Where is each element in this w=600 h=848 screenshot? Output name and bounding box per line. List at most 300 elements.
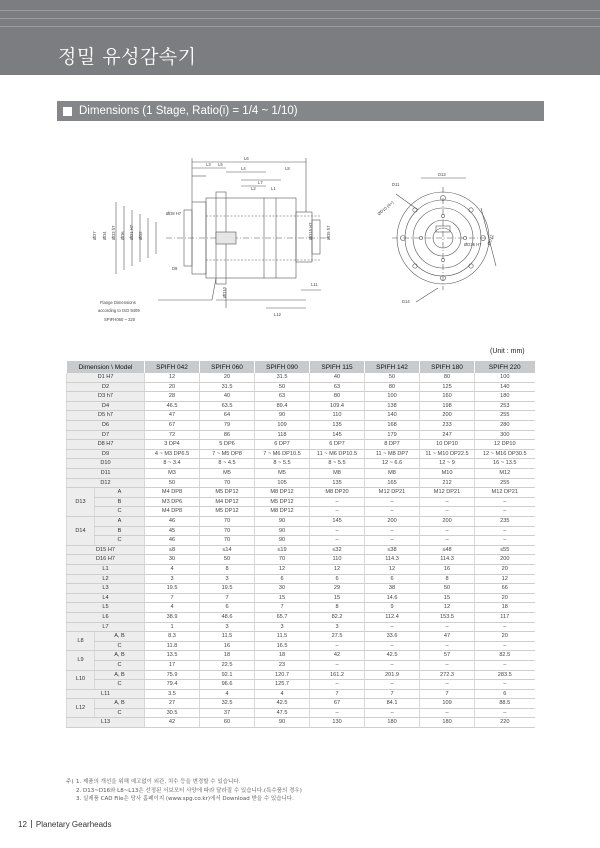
table-cell: – [420, 507, 475, 517]
table-cell: 7 [310, 689, 365, 699]
table-cell: 4 [145, 603, 200, 613]
table-cell: – [420, 497, 475, 507]
footer-text: Planetary Gearheads [35, 820, 112, 829]
table-cell: 42.5 [255, 699, 310, 709]
table-cell: 20 [145, 382, 200, 392]
column-header: SPIFH 060 [200, 361, 255, 373]
table-cell: 11 ~ M8 DP7 [365, 449, 420, 459]
table-cell: 3.5 [145, 689, 200, 699]
label-d10: ØD10 [222, 287, 227, 298]
table-cell: 47 [145, 411, 200, 421]
row-group-label: L8 [67, 632, 95, 651]
table-cell: 82.2 [310, 612, 365, 622]
label-d14: D14 [402, 299, 410, 304]
table-cell: 90 [255, 536, 310, 546]
table-cell: – [420, 641, 475, 651]
side-view [116, 158, 331, 308]
table-row [67, 449, 535, 459]
header-line [0, 18, 600, 19]
table-cell: – [420, 660, 475, 670]
table-row [67, 373, 535, 382]
table-cell: – [475, 507, 535, 517]
table-cell: 12 [255, 564, 310, 574]
table-row [67, 478, 535, 488]
table-cell: 67 [145, 421, 200, 431]
column-header: SPIFH 220 [475, 361, 535, 373]
table-cell: 5 DP6 [200, 440, 255, 450]
note-prefix: 주) [66, 779, 74, 785]
table-cell: 109 [420, 699, 475, 709]
label-l8: L8 [285, 166, 290, 171]
row-sub-label: C [95, 708, 145, 718]
table-cell: M5 DP12 [255, 497, 310, 507]
table-row [67, 584, 535, 594]
table-cell: M12 DP21 [365, 488, 420, 498]
table-cell: 66 [475, 584, 535, 594]
table-cell: 42 [145, 718, 200, 728]
row-sub-label: C [95, 660, 145, 670]
table-cell: 12 [310, 564, 365, 574]
table-cell: ≤8 [145, 545, 200, 555]
table-cell: 12 ~ 6.6 [365, 459, 420, 469]
table-cell: 114.3 [420, 555, 475, 565]
table-cell: 11 ~ M6 DP10.5 [310, 449, 365, 459]
row-sub-label: A [95, 488, 145, 498]
table-cell: 92.1 [200, 670, 255, 680]
table-row [67, 401, 535, 411]
table-cell: 17 [145, 660, 200, 670]
table-row [67, 689, 535, 699]
table-cell: – [365, 622, 420, 632]
label-d16: ØD16 H7 [464, 242, 482, 247]
table-cell: – [310, 680, 365, 690]
label-l11: L11 [311, 282, 318, 287]
label-l5: L5 [218, 162, 223, 167]
table-row [67, 382, 535, 392]
table-cell: 46.5 [145, 401, 200, 411]
table-cell: – [475, 641, 535, 651]
table-cell: 145 [310, 430, 365, 440]
column-header: SPIFH 042 [145, 361, 200, 373]
table-header-row [67, 361, 535, 373]
table-cell: 82.5 [475, 651, 535, 661]
table-cell: – [310, 526, 365, 536]
note-item [66, 795, 302, 804]
label-d2: ØD2 [138, 231, 143, 240]
table-cell: – [420, 708, 475, 718]
table-cell: 6 [365, 574, 420, 584]
row-label: D4 [67, 401, 145, 411]
table-cell: 16 [200, 641, 255, 651]
table-cell: – [310, 536, 365, 546]
table-row [67, 593, 535, 603]
table-cell: M8 DP12 [255, 507, 310, 517]
table-cell: – [310, 708, 365, 718]
table-cell: – [420, 526, 475, 536]
table-cell: 6 [200, 603, 255, 613]
table-cell: – [310, 497, 365, 507]
table-cell: 145 [310, 517, 365, 527]
row-label: D7 [67, 430, 145, 440]
table-cell: 22.5 [200, 660, 255, 670]
row-sub-label: A, B [95, 699, 145, 709]
table-cell: 80 [365, 382, 420, 392]
table-cell: ≤19 [255, 545, 310, 555]
table-cell: M8 DP20 [310, 488, 365, 498]
row-group-label: L10 [67, 670, 95, 689]
row-label: D15 H7 [67, 545, 145, 555]
table-cell: 6 DP7 [255, 440, 310, 450]
table-row [67, 641, 535, 651]
table-cell: M5 DP12 [200, 488, 255, 498]
table-cell: 63 [310, 382, 365, 392]
flange-note-line2: according to ISO 9409 [98, 308, 140, 313]
table-cell: 8 [420, 574, 475, 584]
header-line [0, 26, 600, 27]
table-cell: 105 [255, 478, 310, 488]
row-label: D8 H7 [67, 440, 145, 450]
table-cell: 255 [475, 411, 535, 421]
table-cell: – [310, 660, 365, 670]
table-cell: 112.4 [365, 612, 420, 622]
table-cell: 90 [255, 718, 310, 728]
table-body [67, 373, 535, 728]
table-cell: M5 [200, 469, 255, 479]
table-cell: 15 [420, 593, 475, 603]
table-cell: 8.3 [145, 632, 200, 642]
row-label: L6 [67, 612, 145, 622]
page-number: 12 [18, 820, 27, 829]
table-row [67, 555, 535, 565]
table-cell: 280 [475, 421, 535, 431]
row-sub-label: B [95, 497, 145, 507]
table-cell: 16 ~ 13.5 [475, 459, 535, 469]
table-cell: 100 [475, 373, 535, 382]
table-row [67, 469, 535, 479]
table-cell: 31.5 [200, 382, 255, 392]
table-cell: 19.5 [145, 584, 200, 594]
table-cell: 46 [145, 517, 200, 527]
table-cell: 30.5 [145, 708, 200, 718]
table-cell: 200 [420, 411, 475, 421]
flange-note-line3: SPIFH060 ~ 220 [104, 317, 136, 322]
table-cell: 18 [475, 603, 535, 613]
row-label: L1 [67, 564, 145, 574]
table-cell: 6 [475, 689, 535, 699]
table-cell: 6 DP7 [310, 440, 365, 450]
table-cell: – [475, 536, 535, 546]
table-cell: ≤38 [365, 545, 420, 555]
table-cell: 125.7 [255, 680, 310, 690]
table-cell: 40 [310, 373, 365, 382]
row-label: L13 [67, 718, 145, 728]
table-cell: 38.9 [145, 612, 200, 622]
table-cell: 64 [200, 411, 255, 421]
label-d12: ØD12 [486, 233, 495, 246]
row-sub-label: C [95, 680, 145, 690]
row-label: D2 [67, 382, 145, 392]
label-d3: ØD3 h7 [111, 225, 116, 240]
table-row [67, 699, 535, 709]
table-cell: 4 [145, 564, 200, 574]
table-cell: 8 [200, 564, 255, 574]
table-cell: 50 [200, 555, 255, 565]
front-view [392, 178, 496, 302]
table-cell: 79 [200, 421, 255, 431]
table-cell: 118 [255, 430, 310, 440]
table-cell: M4 DP8 [145, 488, 200, 498]
row-label: L5 [67, 603, 145, 613]
table-cell: M4 DP12 [200, 497, 255, 507]
table-cell: 27.5 [310, 632, 365, 642]
label-l12: L12 [274, 312, 281, 317]
row-label: L2 [67, 574, 145, 584]
table-row [67, 411, 535, 421]
table-cell: 32.5 [200, 699, 255, 709]
table-cell: 8 [310, 603, 365, 613]
row-label: D3 h7 [67, 392, 145, 402]
table-cell: 140 [365, 411, 420, 421]
table-cell: 161.2 [310, 670, 365, 680]
table-cell: – [475, 497, 535, 507]
table-cell: 20 [475, 632, 535, 642]
table-cell: – [365, 708, 420, 718]
table-row [67, 526, 535, 536]
table-cell: 90 [255, 517, 310, 527]
table-cell: 7 [255, 603, 310, 613]
table-cell: 20 [475, 593, 535, 603]
label-l1: L1 [271, 186, 276, 191]
table-cell: – [475, 526, 535, 536]
row-sub-label: A [95, 517, 145, 527]
label-l3: L3 [206, 162, 211, 167]
label-d8: ØD8 H7 [166, 211, 182, 216]
table-row [67, 632, 535, 642]
page-title: 정밀 유성감속기 [58, 46, 197, 68]
table-cell: 72 [145, 430, 200, 440]
table-cell: – [310, 507, 365, 517]
square-bullet-icon [63, 107, 72, 116]
table-cell: 7 ~ M6 DP10.5 [255, 449, 310, 459]
table-cell: 63 [255, 392, 310, 402]
table-cell: 12 [365, 564, 420, 574]
table-cell: 140 [475, 382, 535, 392]
row-label: D9 [67, 449, 145, 459]
table-cell: M8 [310, 469, 365, 479]
table-cell: 45 [145, 526, 200, 536]
table-cell: – [420, 680, 475, 690]
table-cell: M12 DP21 [420, 488, 475, 498]
table-cell: 180 [365, 718, 420, 728]
table-cell: 255 [475, 478, 535, 488]
row-label: L11 [67, 689, 145, 699]
table-cell: 200 [365, 517, 420, 527]
table-cell: – [365, 526, 420, 536]
table-row [67, 497, 535, 507]
table-row [67, 660, 535, 670]
table-cell: 12 ~ M16 DP30.5 [475, 449, 535, 459]
table-cell: 90 [255, 411, 310, 421]
table-cell: – [475, 660, 535, 670]
row-label: D16 H7 [67, 555, 145, 565]
table-cell: 100 [365, 392, 420, 402]
table-cell: 18 [200, 651, 255, 661]
table-cell: 4 ~ M3 DP6.5 [145, 449, 200, 459]
table-cell: 11.5 [255, 632, 310, 642]
table-cell: 300 [475, 430, 535, 440]
table-cell: 110 [310, 411, 365, 421]
table-row [67, 612, 535, 622]
table-cell: 63.5 [200, 401, 255, 411]
table-cell: 89.4 [255, 401, 310, 411]
table-cell: 3 [200, 622, 255, 632]
table-cell: 20 [475, 564, 535, 574]
table-cell: 272.3 [420, 670, 475, 680]
row-label: D11 [67, 469, 145, 479]
table-cell: 7 [200, 593, 255, 603]
table-cell: 1 [145, 622, 200, 632]
table-cell: – [365, 507, 420, 517]
label-d5: ØD5 h7 [326, 225, 331, 240]
table-cell: – [365, 680, 420, 690]
dimension-table [66, 361, 535, 728]
row-label: D1 H7 [67, 373, 145, 382]
side-view-labels [92, 156, 331, 322]
footer-separator [31, 820, 32, 828]
table-cell: 165 [365, 478, 420, 488]
table-row [67, 440, 535, 450]
table-cell: 11.8 [145, 641, 200, 651]
table-row [67, 603, 535, 613]
table-cell: – [420, 622, 475, 632]
section-title-bar [57, 101, 544, 121]
column-header: SPIFH 180 [420, 361, 475, 373]
table-cell: 180 [475, 392, 535, 402]
table-cell: ≤48 [420, 545, 475, 555]
table-cell: 3 [145, 574, 200, 584]
table-cell: 114.3 [365, 555, 420, 565]
table-cell: 70 [255, 555, 310, 565]
table-cell: 253 [475, 401, 535, 411]
table-cell: 135 [310, 478, 365, 488]
table-cell: – [365, 497, 420, 507]
note-item [66, 778, 302, 787]
table-cell: 3 [200, 574, 255, 584]
column-header: SPIFH 115 [310, 361, 365, 373]
table-cell: 33.6 [365, 632, 420, 642]
table-row [67, 564, 535, 574]
table-cell: 70 [200, 536, 255, 546]
table-cell: 70 [200, 526, 255, 536]
table-cell: 8 ~ 4.5 [200, 459, 255, 469]
row-sub-label: A, B [95, 670, 145, 680]
table-cell: 179 [365, 430, 420, 440]
row-sub-label: A, B [95, 651, 145, 661]
section-title: Dimensions (1 Stage, Ratio(i) = 1/4 ~ 1/10) [79, 105, 298, 117]
table-cell: 138 [365, 401, 420, 411]
table-cell: 14.6 [365, 593, 420, 603]
table-cell: 12 ~ 9 [420, 459, 475, 469]
table-row [67, 545, 535, 555]
table-cell: 180 [420, 718, 475, 728]
table-cell: 23 [255, 660, 310, 670]
row-sub-label: B [95, 526, 145, 536]
table-cell: 70 [200, 517, 255, 527]
table-cell: 80 [420, 373, 475, 382]
table-cell: 75.9 [145, 670, 200, 680]
table-cell: 48.6 [200, 612, 255, 622]
table-cell: 135 [310, 421, 365, 431]
table-cell: 3 [255, 622, 310, 632]
table-cell: 50 [145, 478, 200, 488]
table-cell: – [365, 536, 420, 546]
row-group-label: L9 [67, 651, 95, 670]
table-cell: M8 [365, 469, 420, 479]
table-cell: 12 [475, 574, 535, 584]
table-row [67, 651, 535, 661]
table-cell: 4 [255, 689, 310, 699]
table-cell: – [420, 536, 475, 546]
dimension-drawing [66, 140, 536, 340]
table-cell: 10 DP10 [420, 440, 475, 450]
table-cell: 16.5 [255, 641, 310, 651]
table-row [67, 507, 535, 517]
table-row [67, 622, 535, 632]
table-cell: 7 [365, 689, 420, 699]
table-row [67, 680, 535, 690]
table-cell: 7 [145, 593, 200, 603]
table-cell: 96.6 [200, 680, 255, 690]
column-header: Dimension \ Model [67, 361, 145, 373]
table-cell: 283.5 [475, 670, 535, 680]
table-cell: 8 ~ 5.5 [310, 459, 365, 469]
label-d7: ØD7 [92, 231, 97, 240]
table-cell: 117 [475, 612, 535, 622]
table-cell: 247 [420, 430, 475, 440]
table-cell: 80 [310, 392, 365, 402]
table-cell: M12 DP21 [475, 488, 535, 498]
table-cell: M10 [420, 469, 475, 479]
table-cell: 65.7 [255, 612, 310, 622]
table-cell: 86 [200, 430, 255, 440]
table-cell: – [475, 622, 535, 632]
table-cell: 47.5 [255, 708, 310, 718]
table-cell: – [475, 708, 535, 718]
table-cell: M5 [255, 469, 310, 479]
table-cell: M3 [145, 469, 200, 479]
table-cell: 125 [420, 382, 475, 392]
table-cell: 20 [200, 373, 255, 382]
table-cell: 109.4 [310, 401, 365, 411]
row-label: L3 [67, 584, 145, 594]
label-d13: D13 [438, 172, 446, 177]
table-cell: 50 [365, 373, 420, 382]
table-cell: 160 [420, 392, 475, 402]
table-cell: 6 [255, 574, 310, 584]
table-row [67, 459, 535, 469]
table-row [67, 517, 535, 527]
table-cell: 168 [365, 421, 420, 431]
table-cell: 38 [365, 584, 420, 594]
row-group-label: D13 [67, 488, 95, 517]
table-cell: ≤55 [475, 545, 535, 555]
label-d10-holes: ØD10 (4×) [376, 199, 395, 217]
table-cell: 90 [255, 526, 310, 536]
table-cell: – [475, 680, 535, 690]
label-l7: L7 [258, 180, 263, 185]
note-text: 2. D13~D16와 L8~L13은 선정된 서보모터 사양에 따라 달라질 수 있습니다.(특수품의 경우) [76, 787, 302, 794]
table-cell: 12 [145, 373, 200, 382]
